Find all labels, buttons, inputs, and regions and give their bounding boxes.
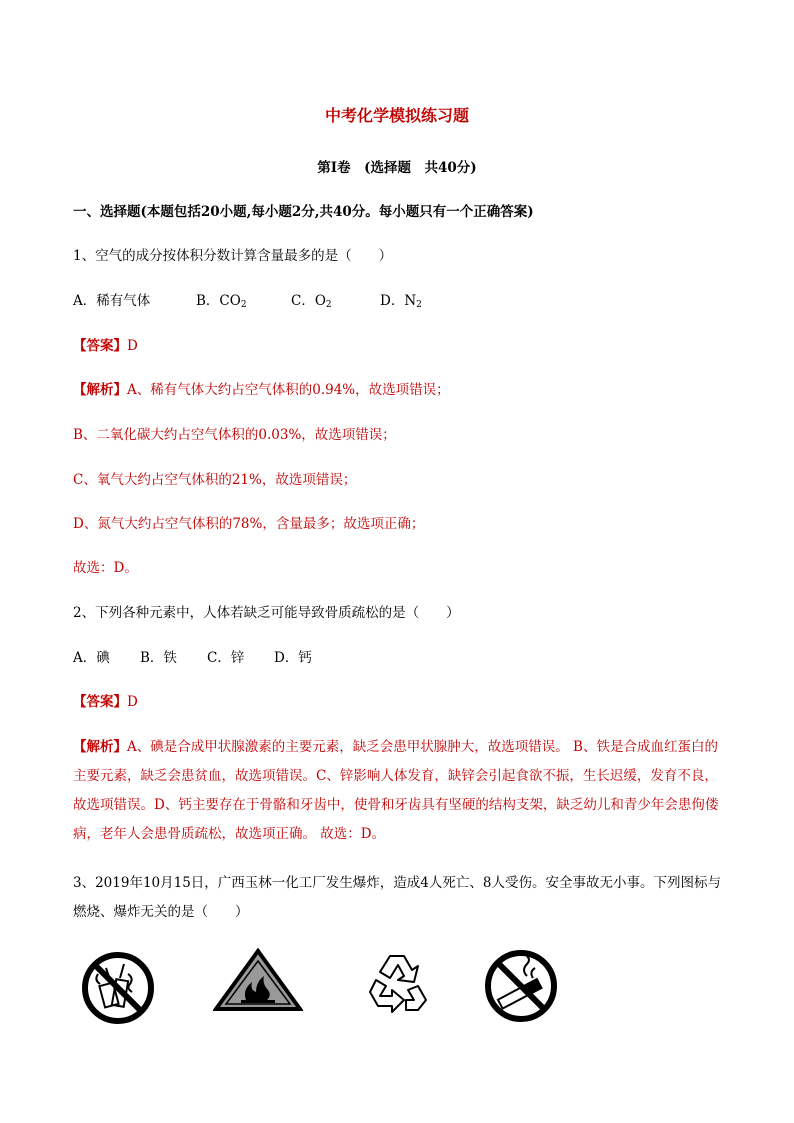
no-fireworks-icon: [80, 950, 156, 1026]
section-subtitle: 第Ⅰ卷 (选择题 共40分): [317, 160, 477, 176]
analysis-line: A、稀有气体大约占空气体积的0.94%，故选项错误；: [127, 382, 450, 398]
question-2-analysis: [73, 733, 721, 849]
question-1-conclusion: 故选：D。: [73, 560, 138, 576]
flammable-warning-icon: [213, 948, 303, 1012]
analysis-tag: 【解析】: [73, 739, 127, 755]
option-a: A．碘: [73, 650, 110, 666]
page-title: 中考化学模拟练习题: [324, 106, 469, 125]
option-b: [196, 292, 291, 310]
option-c: C．锌: [207, 650, 245, 666]
answer-tag: 【答案】: [73, 338, 127, 354]
option-c: [291, 292, 380, 310]
option-c-text: C．O: [291, 293, 326, 309]
option-c-subscript: 2: [325, 300, 332, 310]
question-2-answer: [73, 693, 138, 711]
question-2-options: [73, 649, 312, 667]
option-d: D．钙: [274, 650, 312, 666]
analysis-line: B、二氧化碳大约占空气体积的0.03%，故选项错误；: [73, 427, 396, 443]
option-d: [380, 292, 422, 310]
option-a: A．稀有气体: [73, 293, 151, 309]
section-header: 一、选择题(本题包括20小题,每小题2分,共40分。每小题只有一个正确答案): [73, 204, 534, 220]
question-1-stem: 1、空气的成分按体积分数计算含量最多的是（ ）: [73, 248, 393, 264]
answer-tag: 【答案】: [73, 694, 127, 710]
answer-value: D: [127, 338, 138, 354]
question-1-answer: [73, 337, 138, 355]
analysis-line: D、氮气大约占空气体积的78%，含量最多；故选项正确；: [73, 516, 425, 532]
analysis-tag: 【解析】: [73, 382, 127, 398]
analysis-line: C、氧气大约占空气体积的21%，故选项错误；: [73, 472, 357, 488]
option-d-text: D．N: [380, 293, 417, 309]
question-1-options: [73, 292, 422, 310]
option-d-subscript: 2: [416, 300, 422, 310]
option-b-text: B．CO: [196, 293, 241, 309]
analysis-text: A、碘是合成甲状腺激素的主要元素，缺乏会患甲状腺肿大，故选项错误。 B、铁是合成血红蛋白的主要元素，缺乏会患贫血，故选项错误。C、锌影响人体发育，缺锌会引起食欲不振，生长迟缓，发育不良，故选项错误。D、钙主要存在于骨骼和牙齿中，使骨和牙齿具有坚硬的结构支架，缺乏幼儿和青少年会患佝偻病，老年人会患骨质疏松，故选项正确。 故选：D。: [73, 739, 719, 842]
question-3-stem: 3、2019年10月15日，广西玉林一化工厂发生爆炸，造成4人死亡、8人受伤。安全事故无小事。下列图标与燃烧、爆炸无关的是（ ）: [73, 875, 721, 920]
no-smoking-icon: [483, 948, 559, 1024]
answer-value: D: [127, 694, 138, 710]
question-1-analysis: [73, 381, 450, 399]
recycle-icon: [362, 950, 432, 1016]
option-b-subscript: 2: [240, 300, 247, 310]
question-2-stem: 2、下列各种元素中，人体若缺乏可能导致骨质疏松的是（ ）: [73, 605, 460, 621]
option-b: B．铁: [140, 650, 177, 666]
